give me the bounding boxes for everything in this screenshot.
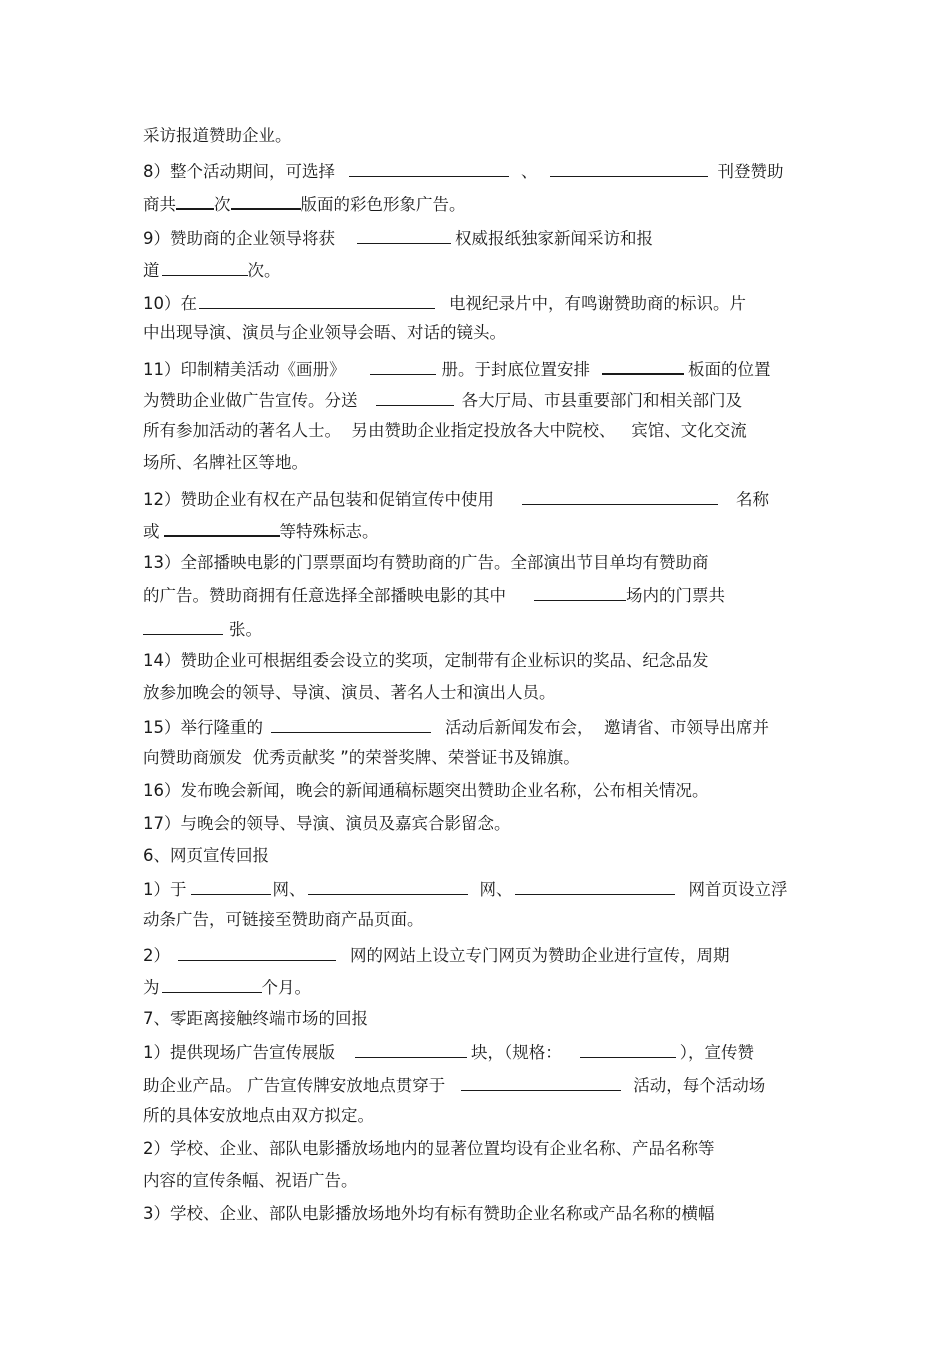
text-line — [143, 357, 771, 380]
text: 9）赞助商的企业领导将获 — [143, 229, 335, 248]
text: 3）学校、企业、部队电影播放场地外均有标有赞助企业名称或产品名称的横幅 — [143, 1204, 715, 1223]
text: 活动，每个活动场 — [633, 1076, 766, 1095]
text: 放参加晚会的领导、导演、演员、著名人士和演出人员。 — [143, 683, 556, 702]
text: 6、网页宣传回报 — [143, 846, 269, 865]
text: 所有参加活动的著名人士。 另由赞助企业指定投放各大中院校、 宾馆、文化交流 — [143, 421, 747, 440]
text: 中出现导演、演员与企业领导会晤、对话的镜头。 — [143, 323, 506, 342]
text: 向赞助商颁发 优秀贡献奖 ”的荣誉奖牌、荣誉证书及锦旗。 — [143, 748, 580, 767]
fill-blank — [376, 389, 454, 406]
text-line — [143, 618, 262, 640]
text: 11）印制精美活动《画册》 — [143, 360, 346, 379]
fill-blank — [231, 192, 301, 210]
text: 网的网站上设立专门网页为赞助企业进行宣传，周期 — [350, 946, 730, 965]
text-line — [143, 1171, 358, 1191]
fill-blank — [271, 716, 431, 733]
fill-blank — [162, 259, 248, 276]
text: 2） — [143, 946, 170, 965]
text: 为赞助企业做广告宣传。分送 — [143, 391, 358, 410]
text: 12）赞助企业有权在产品包装和促销宣传中使用 — [143, 490, 494, 509]
fill-blank — [580, 1041, 676, 1058]
text-line — [143, 910, 424, 930]
text: 次。 — [247, 261, 281, 280]
text: 场所、名牌社区等地。 — [143, 453, 308, 472]
text: 册。于封底位置安排 — [441, 360, 590, 379]
text: 14）赞助企业可根据组委会设立的奖项，定制带有企业标识的奖品、纪念品发 — [143, 651, 709, 670]
fill-blank — [176, 192, 214, 210]
fill-blank — [461, 1074, 621, 1091]
fill-blank — [178, 944, 336, 961]
text-line — [143, 878, 788, 900]
text-line — [143, 651, 709, 671]
text: 7、零距离接触终端市场的回报 — [143, 1009, 368, 1028]
text: 动条广告，可链接至赞助商产品页面。 — [143, 910, 424, 929]
text: 内容的宣传条幅、祝语广告。 — [143, 1171, 358, 1190]
fill-blank — [308, 878, 468, 895]
fill-blank — [199, 292, 435, 309]
text-line — [143, 160, 784, 182]
text: 15）举行隆重的 — [143, 718, 263, 737]
text: 次 — [214, 195, 231, 214]
text: 为 — [143, 978, 160, 997]
text: 17）与晚会的领导、导演、演员及嘉宾合影留念。 — [143, 814, 511, 833]
text: 网、 — [479, 880, 513, 899]
text: 张。 — [229, 620, 262, 639]
fill-blank — [534, 584, 626, 601]
text: 等特殊标志。 — [279, 522, 379, 541]
text: 商共 — [143, 195, 176, 214]
text: 16）发布晚会新闻，晚会的新闻通稿标题突出赞助企业名称，公布相关情况。 — [143, 781, 709, 800]
section-heading — [143, 1009, 368, 1029]
text: 1）于 — [143, 880, 187, 899]
fill-blank — [143, 618, 223, 635]
text: 助企业产品。 广告宣传牌安放地点贯穿于 — [143, 1076, 446, 1095]
text: 所的具体安放地点由双方拟定。 — [143, 1106, 374, 1125]
text: 权威报纸独家新闻采访和报 — [455, 229, 653, 248]
text-line — [143, 389, 742, 411]
text-line — [143, 126, 292, 146]
text: 各大厅局、市县重要部门和相关部门及 — [461, 391, 742, 410]
text: 、 — [521, 162, 538, 181]
text: 2）学校、企业、部队电影播放场地内的显著位置均设有企业名称、产品名称等 — [143, 1139, 715, 1158]
fill-blank — [191, 878, 271, 895]
text: 采访报道赞助企业。 — [143, 126, 292, 145]
text: ），宣传赞 — [679, 1043, 754, 1062]
fill-blank — [370, 358, 436, 375]
text: 的广告。赞助商拥有任意选择全部播映电影的其中 — [143, 586, 506, 605]
text-line — [143, 748, 580, 768]
text: 13）全部播映电影的门票票面均有赞助商的广告。全部演出节目单均有赞助商 — [143, 553, 709, 572]
text-line — [143, 292, 746, 314]
text-line — [143, 814, 511, 834]
text: 场内的门票共 — [626, 586, 725, 605]
text-line — [143, 192, 466, 215]
text: 块，（规格： — [471, 1043, 562, 1062]
text-line — [143, 944, 730, 966]
text-line — [143, 259, 281, 281]
text: 或 — [143, 522, 160, 541]
text-line — [143, 976, 311, 998]
text: 名称 — [736, 490, 769, 509]
text-line — [143, 519, 379, 542]
text: 板面的位置 — [688, 360, 771, 379]
text: 活动后新闻发布会， 邀请省、市领导出席并 — [445, 718, 769, 737]
text-line — [143, 1204, 715, 1224]
fill-blank — [162, 976, 262, 993]
text-line — [143, 1041, 754, 1063]
text-line — [143, 716, 769, 738]
fill-blank — [602, 357, 684, 375]
text: 网首页设立浮 — [688, 880, 788, 899]
fill-blank — [349, 160, 509, 177]
fill-blank — [164, 519, 280, 537]
fill-blank — [357, 227, 451, 244]
text-line — [143, 1074, 765, 1096]
text-line — [143, 453, 308, 473]
text: 版面的彩色形象广告。 — [300, 195, 466, 214]
text-line — [143, 227, 653, 249]
text: 8）整个活动期间，可选择 — [143, 162, 335, 181]
text-line — [143, 421, 747, 441]
text: 道 — [143, 261, 160, 280]
text: 刊登赞助 — [717, 162, 784, 181]
text-line — [143, 584, 725, 606]
text-line — [143, 488, 769, 510]
text-line — [143, 1106, 374, 1126]
fill-blank — [550, 160, 708, 177]
text-line — [143, 683, 556, 703]
section-heading — [143, 846, 269, 866]
text: 个月。 — [261, 978, 311, 997]
fill-blank — [522, 488, 718, 505]
text-line — [143, 553, 709, 573]
text: 电视纪录片中，有鸣谢赞助商的标识。片 — [449, 294, 746, 313]
text: 1）提供现场广告宣传展版 — [143, 1043, 335, 1062]
text-line — [143, 1139, 715, 1159]
fill-blank — [515, 878, 675, 895]
text: 网、 — [272, 880, 306, 899]
text: 10）在 — [143, 294, 197, 313]
fill-blank — [355, 1041, 467, 1058]
text-line — [143, 781, 709, 801]
text-line — [143, 323, 506, 343]
